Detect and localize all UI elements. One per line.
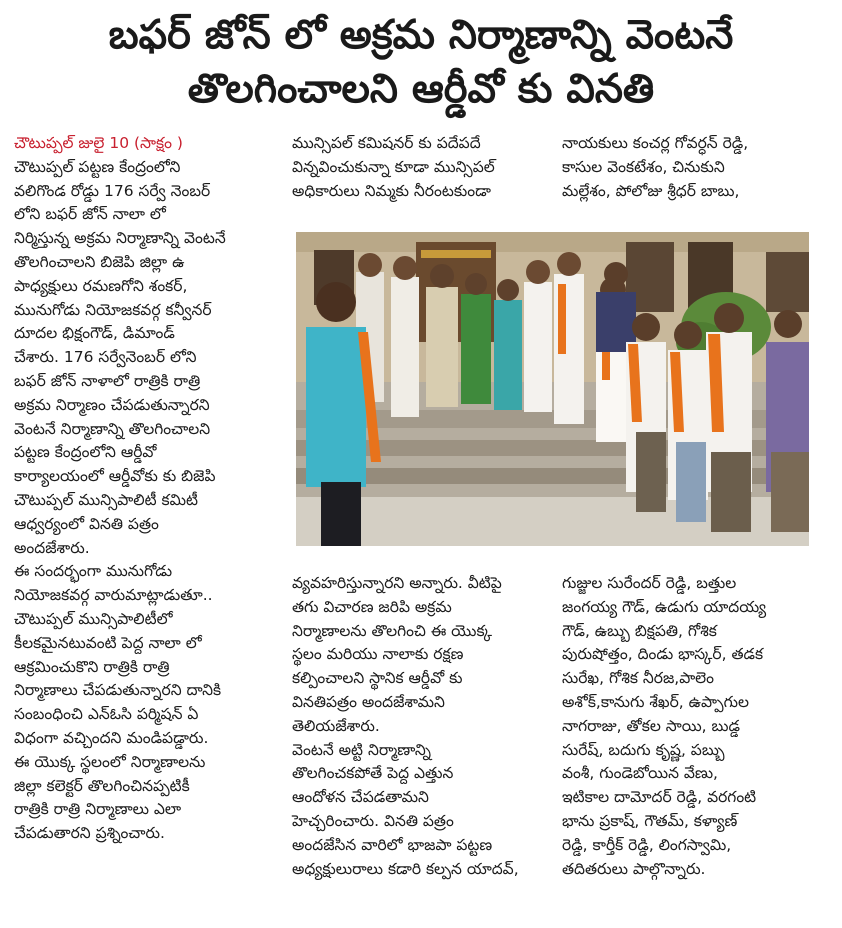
- text-line: చేపడుతారని ప్రశ్నించారు.: [14, 824, 165, 843]
- text-line: వ్యవహరిస్తున్నారని అన్నారు. వీటిపై: [292, 574, 502, 592]
- text-line: అధ్యక్షులురాలు కడారి కల్పన యాదవ్,: [292, 859, 519, 878]
- text-line: వెంటనే అట్టి నిర్మాణాన్ని: [292, 740, 432, 759]
- article-column-2-bottom: [292, 572, 542, 881]
- text-line: స్థలం మరియు నాలాకు రక్షణ: [292, 645, 464, 664]
- text-line: ఆందోళన చేపడతామని: [292, 788, 429, 807]
- column-1-body: [14, 156, 274, 846]
- text-line: గుజ్జుల సురేందర్ రెడ్డి, బత్తుల: [562, 574, 737, 592]
- headline-line-2: తొలగించాలని ఆర్డీవో కు వినతి: [187, 66, 655, 112]
- text-line: హెచ్చరించారు. వినతి పత్రం: [292, 811, 454, 830]
- text-line: రాత్రికి రాత్రి నిర్మాణాలు ఎలా: [14, 800, 182, 819]
- text-line: కార్యాలయంలో ఆర్డీవోకు కు బిజెపి: [14, 467, 216, 486]
- text-line: మునుగోడు నియోజకవర్గ కన్వీనర్: [14, 300, 212, 319]
- text-line: నాయకులు కంచర్ల గోవర్ధన్ రెడ్డి,: [562, 134, 749, 152]
- text-line: నాగరాజు, తోకల సాయి, బుడ్డ: [562, 716, 740, 735]
- text-line: వినతిపత్రం అందజేశామని: [292, 692, 445, 711]
- text-line: ఆక్రమించుకొని రాత్రికి రాత్రి: [14, 657, 170, 676]
- headline-line-1: బఫర్ జోన్ లో అక్రమ నిర్మాణాన్ని వెంటనే: [108, 12, 734, 58]
- text-line: నియోజకవర్గ వారుమాట్లాడుతూ..: [14, 586, 213, 605]
- text-line: చౌటుప్పల్ పట్టణ కేంద్రంలోని: [14, 157, 181, 176]
- text-line: అందజేశారు.: [14, 538, 90, 557]
- text-line: భాను ప్రకాష్, గౌతమ్, కళ్యాణ్: [562, 811, 738, 830]
- text-line: మున్సిపల్ కమిషనర్ కు పదేపదే: [292, 134, 481, 152]
- text-line: సంబంధించి ఎన్ఓసి పర్మిషన్ ఏ: [14, 705, 199, 724]
- text-line: అశోక్,కానుగు శేఖర్, ఉప్పాగుల: [562, 692, 749, 711]
- text-line: ఈ సందర్భంగా మునుగోడు: [14, 562, 173, 581]
- text-line: పట్టణ కేంద్రంలోని ఆర్డీవో: [14, 443, 157, 462]
- text-line: రెడ్డి, కార్తీక్ రెడ్డి, లింగస్వామి,: [562, 835, 732, 854]
- text-line: సురేఖ, గోశిక నీరజ,పాలెం: [562, 669, 715, 688]
- text-line: ఈ యొక్క స్థలంలో నిర్మాణాలను: [14, 752, 206, 771]
- text-line: నిర్మాణాలు చేపడుతున్నారని దానికి: [14, 681, 222, 700]
- text-line: పాధ్యక్షులు రమణగోని శంకర్,: [14, 276, 188, 295]
- text-line: తెలియజేశారు.: [292, 716, 380, 735]
- text-line: బఫర్ జోన్ నాళాలో రాత్రికి రాత్రి: [14, 371, 201, 390]
- text-line: ఆధ్వర్యంలో వినతి పత్రం: [14, 514, 159, 533]
- text-line: గౌడ్, ఉబ్బు బిక్షపతి, గోశిక: [562, 621, 717, 640]
- text-line: జంగయ్య గౌడ్, ఉడుగు యాదయ్య: [562, 597, 767, 616]
- dateline: చౌటుప్పల్ జులై 10 (సాక్షం ): [14, 134, 183, 152]
- text-line: ఇటికాల దామోదర్ రెడ్డి, వరగంటి: [562, 788, 757, 807]
- text-line: కల్పించాలని స్థానిక ఆర్డీవో కు: [292, 669, 463, 688]
- news-photo: [296, 232, 809, 546]
- text-line: నిర్మాణాలను తొలగించి ఈ యొక్క: [292, 621, 493, 640]
- text-line: లోని బఫర్ జోన్ నాలా లో: [14, 205, 166, 224]
- text-line: అందజేసిన వారిలో భాజపా పట్టణ: [292, 835, 493, 854]
- text-line: తగు విచారణ జరిపి అక్రమ: [292, 597, 452, 616]
- text-line: మల్లేశం, పోలోజు శ్రీధర్ బాబు,: [562, 181, 740, 200]
- text-line: కాసుల వెంకటేశం, చినుకుని: [562, 157, 725, 176]
- text-line: తొలగించకపోతే పెద్ద ఎత్తున: [292, 764, 454, 783]
- text-line: వలిగొండ రోడ్డు 176 సర్వే నెంబర్: [14, 181, 211, 200]
- text-line: అధికారులు నిమ్మకు నీరంటకుండా: [292, 181, 491, 200]
- text-line: వెంటనే నిర్మాణాన్ని తొలగించాలని: [14, 419, 211, 438]
- text-line: దూదల భిక్షంగౌడ్, డిమాండ్: [14, 324, 175, 343]
- text-line: విన్నవించుకున్నా కూడా మున్సిపల్: [292, 157, 495, 176]
- text-line: తొలగించాలని బిజెపి జిల్లా ఉ: [14, 252, 185, 271]
- article-column-3-top: [562, 132, 832, 203]
- text-line: చౌటుప్పల్ మున్సిపాలిటీ కమిటీ: [14, 490, 198, 509]
- text-line: కీలకమైనటువంటి పెద్ద నాలా లో: [14, 633, 202, 652]
- text-line: జిల్లా కలెక్టర్ తొలగించినప్పటికీ: [14, 776, 190, 795]
- text-line: నిర్మిస్తున్న అక్రమ నిర్మాణాన్ని వెంటనే: [14, 229, 226, 248]
- text-line: చేశారు. 176 సర్వేనెంబర్ లోని: [14, 348, 197, 367]
- news-photo-illustration: [296, 232, 809, 546]
- text-line: పురుషోత్తం, దిండు భాస్కర్, తడక: [562, 645, 764, 664]
- article-column-1: [14, 132, 274, 846]
- text-line: సురేష్, బదుగు కృష్ణ, పబ్బు: [562, 740, 725, 759]
- text-line: తదితరులు పాల్గొన్నారు.: [562, 859, 706, 878]
- text-line: అక్రమ నిర్మాణం చేపడుతున్నారని: [14, 395, 210, 414]
- article-column-2-top: [292, 132, 542, 203]
- text-line: విధంగా వచ్చిందని మండిపడ్డారు.: [14, 728, 209, 747]
- article-column-3-bottom: [562, 572, 832, 881]
- text-line: చౌటుప్పల్ మున్సిపాలిటీలో: [14, 609, 173, 628]
- text-line: వంశీ, గుండెబోయిన వేణు,: [562, 764, 718, 783]
